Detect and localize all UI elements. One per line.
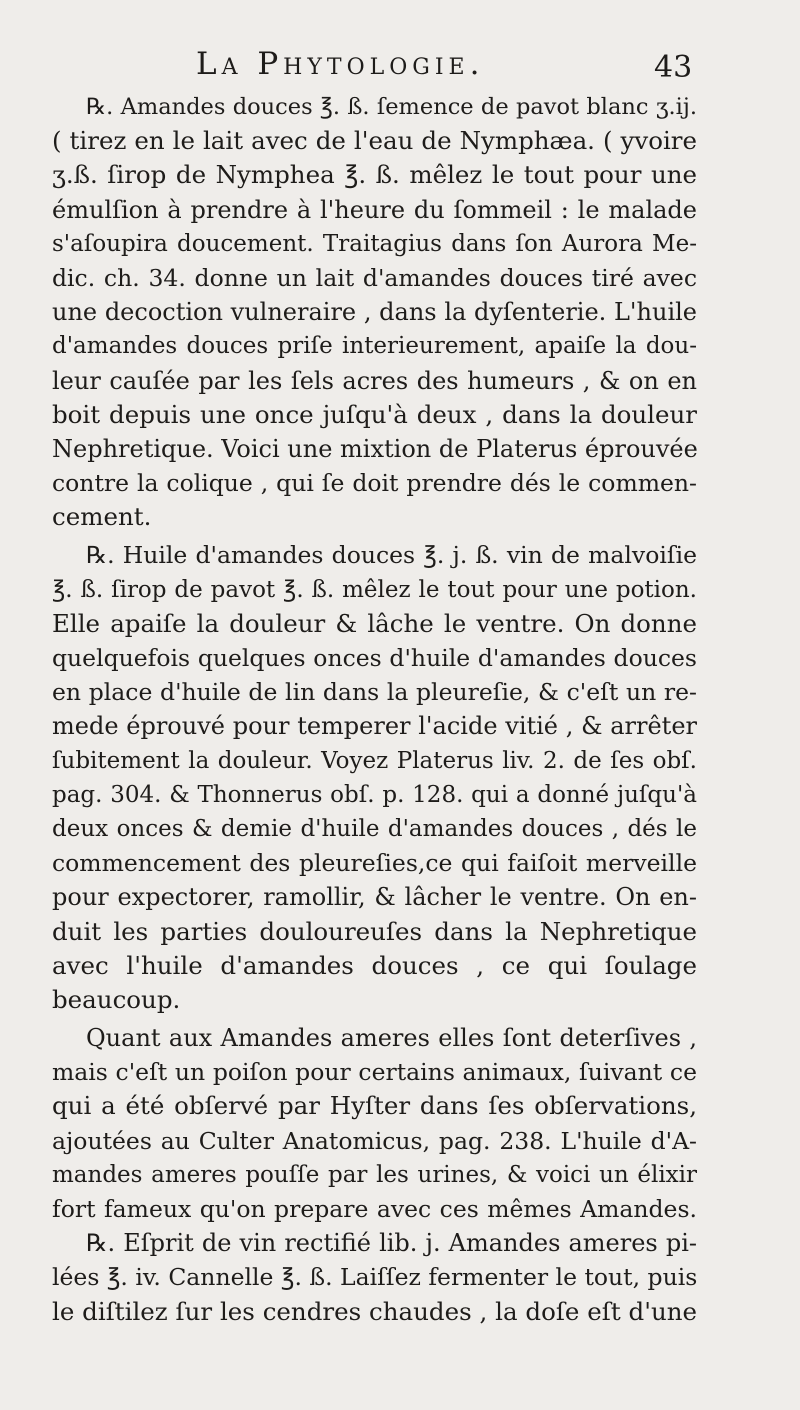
text-line: mede éprouvé pour temperer l'acide vitié , & arrêter <box>52 712 697 741</box>
text-line: cement. <box>52 502 152 532</box>
text-line: ℞. Eſprit de vin rectifié lib. j. Amandes ameres pi- <box>86 1229 697 1258</box>
text-line: qui a été obſervé par Hyſter dans ſes obſervations, <box>52 1091 697 1121</box>
page-header <box>0 46 800 90</box>
text-line: mandes ameres pouſſe par les urines, & voici un élixir <box>52 1161 697 1188</box>
page-body <box>52 90 697 1329</box>
text-line: fort fameux qu'on prepare avec ces mêmes Amandes. <box>52 1195 697 1223</box>
text-line: commencement des pleureſies,ce qui faiſoit merveille <box>52 849 697 878</box>
text-line: le diſtilez ſur les cendres chaudes , la doſe eſt d'une <box>52 1296 697 1326</box>
text-line: d'amandes douces priſe interieurement, apaiſe la dou- <box>52 333 697 360</box>
text-line: ſubitement la douleur. Voyez Platerus liv. 2. de ſes obſ. <box>52 747 697 774</box>
text-line: pag. 304. & Thonnerus obſ. p. 128. qui a donné juſqu'à <box>52 781 697 808</box>
text-line: deux onces & demie d'huile d'amandes douces , dés le <box>52 815 697 842</box>
text-line: contre la colique , qui ſe doit prendre dés le commen- <box>52 469 697 498</box>
text-line: ℞. Amandes douces ℥. ß. ſemence de pavot blanc ʒ.ij. <box>86 94 697 120</box>
page-number: 43 <box>654 50 693 85</box>
text-line: Elle apaiſe la douleur & lâche le ventre. On donne <box>52 608 697 638</box>
text-line: mais c'eſt un poiſon pour certains animaux, ſuivant ce <box>52 1058 697 1087</box>
text-line: beaucoup. <box>52 984 181 1014</box>
text-line: ℥. ß. ſirop de pavot ℥. ß. mêlez le tout pour une potion. <box>52 576 697 603</box>
text-line: lées ℥. iv. Cannelle ℥. ß. Laiſſez fermenter le tout, puis <box>52 1263 698 1292</box>
text-line: dic. ch. 34. donne un lait d'amandes douces tiré avec <box>52 263 697 292</box>
text-line: en place d'huile de lin dans la pleureſie, & c'eſt un re- <box>52 678 697 707</box>
text-line: ( tirez en le lait avec de l'eau de Nymphæa. ( yvoire <box>52 126 697 156</box>
text-line: Nephretique. Voici une mixtion de Platerus éprouvée <box>52 434 698 463</box>
text-line: s'aſoupira doucement. Traitagius dans ſon Aurora Me- <box>52 230 697 257</box>
text-line: leur cauſée par les ſels acres des humeurs , & on en <box>52 366 697 395</box>
text-line: avec l'huile d'amandes douces , ce qui ſoulage <box>52 950 697 980</box>
text-line: duit les parties douloureuſes dans la Nephretique <box>52 916 697 946</box>
text-line: ℞. Huile d'amandes douces ℥. j. ß. vin de malvoiſie <box>86 541 697 570</box>
running-title: La Phytologie. <box>196 46 485 82</box>
text-line: pour expectorer, ramollir, & lâcher le ventre. On en- <box>52 883 697 912</box>
text-line: une decoction vulneraire , dans la dyſenterie. L'huile <box>52 298 697 327</box>
text-line: Quant aux Amandes ameres elles ſont deterſives , <box>86 1024 697 1053</box>
text-line: quelquefois quelques onces d'huile d'amandes douces <box>52 644 697 672</box>
text-line: émulſion à prendre à l'heure du ſommeil : le malade <box>52 195 697 224</box>
text-line: boit depuis une once juſqu'à deux , dans la douleur <box>52 399 697 429</box>
text-line: ʒ.ß. ſirop de Nymphea ℥. ß. mêlez le tout pour une <box>52 160 697 190</box>
text-line: ajoutées au Culter Anatomicus, pag. 238. L'huile d'A- <box>52 1126 697 1155</box>
